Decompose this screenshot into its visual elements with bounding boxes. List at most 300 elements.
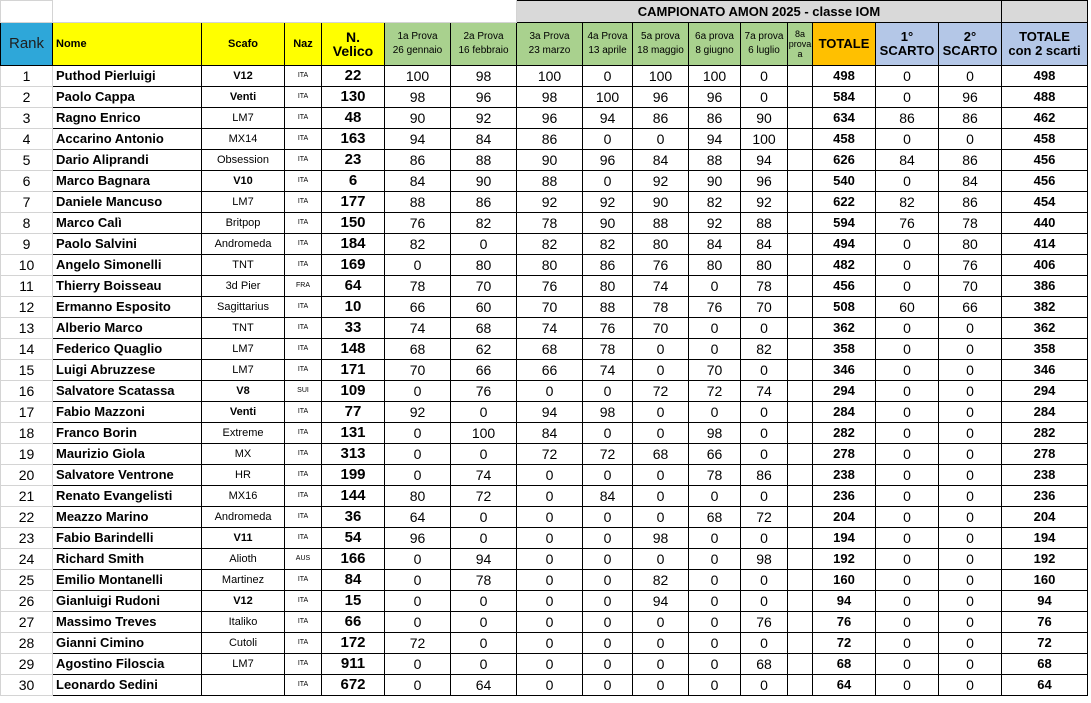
- velico-cell[interactable]: 172: [322, 633, 385, 654]
- race-7-score-cell[interactable]: 88: [741, 213, 788, 234]
- race-1-score-cell[interactable]: 80: [385, 486, 451, 507]
- race-2-score-cell[interactable]: 82: [451, 213, 517, 234]
- race-1-score-cell[interactable]: 0: [385, 465, 451, 486]
- velico-cell[interactable]: 84: [322, 570, 385, 591]
- scarto-1-cell[interactable]: 0: [876, 444, 939, 465]
- name-cell[interactable]: Ermanno Esposito: [53, 297, 202, 318]
- race-8-score-cell[interactable]: [788, 675, 813, 696]
- velico-cell[interactable]: 66: [322, 612, 385, 633]
- race-3-score-cell[interactable]: 86: [517, 129, 583, 150]
- velico-cell[interactable]: 36: [322, 507, 385, 528]
- race-1-score-cell[interactable]: 84: [385, 171, 451, 192]
- race-4-score-cell[interactable]: 0: [583, 675, 633, 696]
- totale-cell[interactable]: 622: [813, 192, 876, 213]
- race-7-score-cell[interactable]: 0: [741, 360, 788, 381]
- name-cell[interactable]: Maurizio Giola: [53, 444, 202, 465]
- rank-cell[interactable]: 14: [1, 339, 53, 360]
- race-2-score-cell[interactable]: 0: [451, 402, 517, 423]
- race-6-score-cell[interactable]: 86: [689, 108, 741, 129]
- race-8-score-cell[interactable]: [788, 234, 813, 255]
- naz-cell[interactable]: ITA: [285, 234, 322, 255]
- race-8-score-cell[interactable]: [788, 192, 813, 213]
- naz-cell[interactable]: ITA: [285, 192, 322, 213]
- race-6-score-cell[interactable]: 0: [689, 486, 741, 507]
- rank-cell[interactable]: 15: [1, 360, 53, 381]
- race-3-score-cell[interactable]: 0: [517, 549, 583, 570]
- race-1-score-cell[interactable]: 88: [385, 192, 451, 213]
- naz-cell[interactable]: ITA: [285, 402, 322, 423]
- race-4-score-cell[interactable]: 0: [583, 549, 633, 570]
- race-2-score-cell[interactable]: 96: [451, 87, 517, 108]
- race-2-score-cell[interactable]: 68: [451, 318, 517, 339]
- name-cell[interactable]: Meazzo Marino: [53, 507, 202, 528]
- header-nome[interactable]: Nome: [53, 23, 202, 66]
- race-6-score-cell[interactable]: 92: [689, 213, 741, 234]
- name-cell[interactable]: Thierry Boisseau: [53, 276, 202, 297]
- final-total-cell[interactable]: 456: [1002, 150, 1088, 171]
- race-6-score-cell[interactable]: 72: [689, 381, 741, 402]
- race-4-score-cell[interactable]: 0: [583, 633, 633, 654]
- race-2-score-cell[interactable]: 80: [451, 255, 517, 276]
- rank-cell[interactable]: 22: [1, 507, 53, 528]
- scafo-cell[interactable]: Obsession: [202, 150, 285, 171]
- race-8-score-cell[interactable]: [788, 150, 813, 171]
- race-4-score-cell[interactable]: 74: [583, 360, 633, 381]
- naz-cell[interactable]: AUS: [285, 549, 322, 570]
- rank-cell[interactable]: 21: [1, 486, 53, 507]
- name-cell[interactable]: Fabio Barindelli: [53, 528, 202, 549]
- race-3-score-cell[interactable]: 96: [517, 108, 583, 129]
- final-total-cell[interactable]: 64: [1002, 675, 1088, 696]
- race-1-score-cell[interactable]: 82: [385, 234, 451, 255]
- scarto-1-cell[interactable]: 0: [876, 465, 939, 486]
- scafo-cell[interactable]: Alioth: [202, 549, 285, 570]
- totale-cell[interactable]: 634: [813, 108, 876, 129]
- velico-cell[interactable]: 130: [322, 87, 385, 108]
- totale-cell[interactable]: 64: [813, 675, 876, 696]
- race-3-score-cell[interactable]: 0: [517, 507, 583, 528]
- race-5-score-cell[interactable]: 92: [633, 171, 689, 192]
- race-5-score-cell[interactable]: 0: [633, 339, 689, 360]
- scarto-2-cell[interactable]: 86: [939, 150, 1002, 171]
- race-1-score-cell[interactable]: 96: [385, 528, 451, 549]
- name-cell[interactable]: Federico Quaglio: [53, 339, 202, 360]
- race-8-score-cell[interactable]: [788, 528, 813, 549]
- race-1-score-cell[interactable]: 0: [385, 423, 451, 444]
- final-total-cell[interactable]: 362: [1002, 318, 1088, 339]
- race-4-score-cell[interactable]: 80: [583, 276, 633, 297]
- race-2-score-cell[interactable]: 92: [451, 108, 517, 129]
- velico-cell[interactable]: 48: [322, 108, 385, 129]
- race-3-score-cell[interactable]: 92: [517, 192, 583, 213]
- race-8-score-cell[interactable]: [788, 507, 813, 528]
- race-1-score-cell[interactable]: 0: [385, 381, 451, 402]
- velico-cell[interactable]: 184: [322, 234, 385, 255]
- race-8-score-cell[interactable]: [788, 255, 813, 276]
- race-8-score-cell[interactable]: [788, 276, 813, 297]
- final-total-cell[interactable]: 488: [1002, 87, 1088, 108]
- scarto-1-cell[interactable]: 0: [876, 171, 939, 192]
- race-7-score-cell[interactable]: 0: [741, 486, 788, 507]
- naz-cell[interactable]: ITA: [285, 423, 322, 444]
- naz-cell[interactable]: ITA: [285, 297, 322, 318]
- race-3-score-cell[interactable]: 98: [517, 87, 583, 108]
- empty-cell[interactable]: [53, 1, 517, 23]
- rank-cell[interactable]: 10: [1, 255, 53, 276]
- race-1-score-cell[interactable]: 86: [385, 150, 451, 171]
- totale-cell[interactable]: 362: [813, 318, 876, 339]
- race-6-score-cell[interactable]: 82: [689, 192, 741, 213]
- velico-cell[interactable]: 150: [322, 213, 385, 234]
- rank-cell[interactable]: 2: [1, 87, 53, 108]
- race-3-score-cell[interactable]: 84: [517, 423, 583, 444]
- scarto-1-cell[interactable]: 0: [876, 129, 939, 150]
- naz-cell[interactable]: FRA: [285, 276, 322, 297]
- race-6-score-cell[interactable]: 66: [689, 444, 741, 465]
- final-total-cell[interactable]: 76: [1002, 612, 1088, 633]
- scafo-cell[interactable]: Martinez: [202, 570, 285, 591]
- race-8-score-cell[interactable]: [788, 444, 813, 465]
- race-6-score-cell[interactable]: 0: [689, 654, 741, 675]
- name-cell[interactable]: Marco Bagnara: [53, 171, 202, 192]
- rank-cell[interactable]: 23: [1, 528, 53, 549]
- final-total-cell[interactable]: 454: [1002, 192, 1088, 213]
- final-total-cell[interactable]: 238: [1002, 465, 1088, 486]
- race-7-score-cell[interactable]: 70: [741, 297, 788, 318]
- totale-cell[interactable]: 498: [813, 66, 876, 87]
- race-2-score-cell[interactable]: 0: [451, 633, 517, 654]
- scarto-2-cell[interactable]: 96: [939, 87, 1002, 108]
- totale-cell[interactable]: 160: [813, 570, 876, 591]
- race-7-score-cell[interactable]: 68: [741, 654, 788, 675]
- race-3-score-cell[interactable]: 68: [517, 339, 583, 360]
- final-total-cell[interactable]: 498: [1002, 66, 1088, 87]
- scarto-2-cell[interactable]: 80: [939, 234, 1002, 255]
- velico-cell[interactable]: 33: [322, 318, 385, 339]
- totale-cell[interactable]: 358: [813, 339, 876, 360]
- race-3-score-cell[interactable]: 94: [517, 402, 583, 423]
- scarto-1-cell[interactable]: 0: [876, 654, 939, 675]
- race-7-score-cell[interactable]: 0: [741, 423, 788, 444]
- scafo-cell[interactable]: V10: [202, 171, 285, 192]
- race-4-score-cell[interactable]: 72: [583, 444, 633, 465]
- race-7-score-cell[interactable]: 0: [741, 444, 788, 465]
- scarto-1-cell[interactable]: 0: [876, 66, 939, 87]
- race-8-score-cell[interactable]: [788, 591, 813, 612]
- race-8-score-cell[interactable]: [788, 129, 813, 150]
- race-7-score-cell[interactable]: 86: [741, 465, 788, 486]
- race-7-score-cell[interactable]: 94: [741, 150, 788, 171]
- naz-cell[interactable]: ITA: [285, 66, 322, 87]
- velico-cell[interactable]: 144: [322, 486, 385, 507]
- race-5-score-cell[interactable]: 98: [633, 528, 689, 549]
- race-3-score-cell[interactable]: 0: [517, 465, 583, 486]
- velico-cell[interactable]: 911: [322, 654, 385, 675]
- header-scarto-2[interactable]: [939, 23, 1002, 66]
- totale-cell[interactable]: 194: [813, 528, 876, 549]
- scarto-1-cell[interactable]: 0: [876, 255, 939, 276]
- race-8-score-cell[interactable]: [788, 465, 813, 486]
- race-3-score-cell[interactable]: 66: [517, 360, 583, 381]
- race-1-score-cell[interactable]: 0: [385, 654, 451, 675]
- race-2-score-cell[interactable]: 84: [451, 129, 517, 150]
- scafo-cell[interactable]: TNT: [202, 318, 285, 339]
- rank-cell[interactable]: 29: [1, 654, 53, 675]
- race-7-score-cell[interactable]: 0: [741, 318, 788, 339]
- race-4-score-cell[interactable]: 92: [583, 192, 633, 213]
- rank-cell[interactable]: 30: [1, 675, 53, 696]
- race-7-score-cell[interactable]: 98: [741, 549, 788, 570]
- race-8-score-cell[interactable]: [788, 612, 813, 633]
- naz-cell[interactable]: ITA: [285, 87, 322, 108]
- race-5-score-cell[interactable]: 0: [633, 486, 689, 507]
- race-4-score-cell[interactable]: 0: [583, 171, 633, 192]
- race-8-score-cell[interactable]: [788, 360, 813, 381]
- rank-cell[interactable]: 8: [1, 213, 53, 234]
- race-6-score-cell[interactable]: 90: [689, 171, 741, 192]
- race-3-score-cell[interactable]: 70: [517, 297, 583, 318]
- scarto-2-cell[interactable]: 0: [939, 423, 1002, 444]
- race-2-score-cell[interactable]: 98: [451, 66, 517, 87]
- race-6-score-cell[interactable]: 98: [689, 423, 741, 444]
- race-1-score-cell[interactable]: 98: [385, 87, 451, 108]
- scarto-1-cell[interactable]: 0: [876, 423, 939, 444]
- race-1-score-cell[interactable]: 0: [385, 570, 451, 591]
- scarto-1-cell[interactable]: 0: [876, 276, 939, 297]
- scarto-2-cell[interactable]: 0: [939, 360, 1002, 381]
- name-cell[interactable]: Marco Calì: [53, 213, 202, 234]
- race-5-score-cell[interactable]: 90: [633, 192, 689, 213]
- naz-cell[interactable]: ITA: [285, 675, 322, 696]
- race-6-score-cell[interactable]: 0: [689, 633, 741, 654]
- race-2-score-cell[interactable]: 90: [451, 171, 517, 192]
- scarto-2-cell[interactable]: 0: [939, 675, 1002, 696]
- race-5-score-cell[interactable]: 0: [633, 633, 689, 654]
- scarto-1-cell[interactable]: 0: [876, 612, 939, 633]
- race-3-score-cell[interactable]: 0: [517, 612, 583, 633]
- final-total-cell[interactable]: 358: [1002, 339, 1088, 360]
- race-2-score-cell[interactable]: 100: [451, 423, 517, 444]
- race-4-score-cell[interactable]: 96: [583, 150, 633, 171]
- totale-cell[interactable]: 294: [813, 381, 876, 402]
- scafo-cell[interactable]: HR: [202, 465, 285, 486]
- scarto-2-cell[interactable]: 0: [939, 654, 1002, 675]
- final-total-cell[interactable]: 278: [1002, 444, 1088, 465]
- scarto-1-cell[interactable]: 86: [876, 108, 939, 129]
- race-7-score-cell[interactable]: 90: [741, 108, 788, 129]
- rank-cell[interactable]: 24: [1, 549, 53, 570]
- final-total-cell[interactable]: 458: [1002, 129, 1088, 150]
- race-2-score-cell[interactable]: 76: [451, 381, 517, 402]
- header-race-2[interactable]: [451, 23, 517, 66]
- race-5-score-cell[interactable]: 68: [633, 444, 689, 465]
- header-velico[interactable]: [322, 23, 385, 66]
- race-1-score-cell[interactable]: 0: [385, 255, 451, 276]
- final-total-cell[interactable]: 414: [1002, 234, 1088, 255]
- scarto-1-cell[interactable]: 0: [876, 234, 939, 255]
- header-race-1[interactable]: [385, 23, 451, 66]
- race-4-score-cell[interactable]: 0: [583, 570, 633, 591]
- totale-cell[interactable]: 76: [813, 612, 876, 633]
- scarto-1-cell[interactable]: 0: [876, 675, 939, 696]
- velico-cell[interactable]: 109: [322, 381, 385, 402]
- name-cell[interactable]: Daniele Mancuso: [53, 192, 202, 213]
- race-2-score-cell[interactable]: 88: [451, 150, 517, 171]
- race-1-score-cell[interactable]: 74: [385, 318, 451, 339]
- name-cell[interactable]: Gianni Cimino: [53, 633, 202, 654]
- race-5-score-cell[interactable]: 0: [633, 465, 689, 486]
- race-5-score-cell[interactable]: 0: [633, 507, 689, 528]
- race-1-score-cell[interactable]: 0: [385, 444, 451, 465]
- race-3-score-cell[interactable]: 0: [517, 381, 583, 402]
- scafo-cell[interactable]: TNT: [202, 255, 285, 276]
- race-1-score-cell[interactable]: 66: [385, 297, 451, 318]
- race-6-score-cell[interactable]: 76: [689, 297, 741, 318]
- scarto-1-cell[interactable]: 0: [876, 507, 939, 528]
- scarto-1-cell[interactable]: 0: [876, 87, 939, 108]
- velico-cell[interactable]: 64: [322, 276, 385, 297]
- race-4-score-cell[interactable]: 100: [583, 87, 633, 108]
- race-6-score-cell[interactable]: 0: [689, 570, 741, 591]
- naz-cell[interactable]: ITA: [285, 213, 322, 234]
- header-naz[interactable]: Naz: [285, 23, 322, 66]
- race-6-score-cell[interactable]: 0: [689, 675, 741, 696]
- scarto-1-cell[interactable]: 76: [876, 213, 939, 234]
- race-1-score-cell[interactable]: 0: [385, 549, 451, 570]
- scarto-1-cell[interactable]: 60: [876, 297, 939, 318]
- velico-cell[interactable]: 313: [322, 444, 385, 465]
- velico-cell[interactable]: 672: [322, 675, 385, 696]
- rank-cell[interactable]: 6: [1, 171, 53, 192]
- race-8-score-cell[interactable]: [788, 423, 813, 444]
- race-6-score-cell[interactable]: 78: [689, 465, 741, 486]
- race-8-score-cell[interactable]: [788, 87, 813, 108]
- rank-cell[interactable]: 12: [1, 297, 53, 318]
- totale-cell[interactable]: 192: [813, 549, 876, 570]
- race-8-score-cell[interactable]: [788, 486, 813, 507]
- race-1-score-cell[interactable]: 90: [385, 108, 451, 129]
- name-cell[interactable]: Gianluigi Rudoni: [53, 591, 202, 612]
- totale-cell[interactable]: 284: [813, 402, 876, 423]
- race-2-score-cell[interactable]: 94: [451, 549, 517, 570]
- naz-cell[interactable]: ITA: [285, 255, 322, 276]
- scafo-cell[interactable]: Andromeda: [202, 507, 285, 528]
- scarto-1-cell[interactable]: 0: [876, 486, 939, 507]
- rank-cell[interactable]: 11: [1, 276, 53, 297]
- race-5-score-cell[interactable]: 86: [633, 108, 689, 129]
- race-8-score-cell[interactable]: [788, 213, 813, 234]
- scafo-cell[interactable]: LM7: [202, 360, 285, 381]
- race-1-score-cell[interactable]: 0: [385, 591, 451, 612]
- race-3-score-cell[interactable]: 82: [517, 234, 583, 255]
- final-total-cell[interactable]: 282: [1002, 423, 1088, 444]
- race-2-score-cell[interactable]: 0: [451, 612, 517, 633]
- race-6-score-cell[interactable]: 0: [689, 612, 741, 633]
- race-4-score-cell[interactable]: 98: [583, 402, 633, 423]
- scarto-1-cell[interactable]: 0: [876, 360, 939, 381]
- race-7-score-cell[interactable]: 80: [741, 255, 788, 276]
- race-3-score-cell[interactable]: 0: [517, 528, 583, 549]
- scarto-2-cell[interactable]: 0: [939, 591, 1002, 612]
- velico-cell[interactable]: 148: [322, 339, 385, 360]
- scafo-cell[interactable]: Andromeda: [202, 234, 285, 255]
- race-5-score-cell[interactable]: 0: [633, 423, 689, 444]
- velico-cell[interactable]: 10: [322, 297, 385, 318]
- race-1-score-cell[interactable]: 0: [385, 675, 451, 696]
- name-cell[interactable]: Ragno Enrico: [53, 108, 202, 129]
- race-5-score-cell[interactable]: 80: [633, 234, 689, 255]
- naz-cell[interactable]: ITA: [285, 570, 322, 591]
- race-7-score-cell[interactable]: 0: [741, 66, 788, 87]
- title-end-cell[interactable]: [1002, 1, 1088, 23]
- race-3-score-cell[interactable]: 78: [517, 213, 583, 234]
- name-cell[interactable]: Angelo Simonelli: [53, 255, 202, 276]
- rank-cell[interactable]: 4: [1, 129, 53, 150]
- race-5-score-cell[interactable]: 88: [633, 213, 689, 234]
- race-5-score-cell[interactable]: 100: [633, 66, 689, 87]
- velico-cell[interactable]: 15: [322, 591, 385, 612]
- naz-cell[interactable]: ITA: [285, 444, 322, 465]
- scarto-2-cell[interactable]: 0: [939, 402, 1002, 423]
- name-cell[interactable]: Paolo Cappa: [53, 87, 202, 108]
- naz-cell[interactable]: ITA: [285, 528, 322, 549]
- final-total-cell[interactable]: 440: [1002, 213, 1088, 234]
- race-2-score-cell[interactable]: 66: [451, 360, 517, 381]
- header-scarto-1[interactable]: [876, 23, 939, 66]
- totale-cell[interactable]: 626: [813, 150, 876, 171]
- scarto-1-cell[interactable]: 82: [876, 192, 939, 213]
- name-cell[interactable]: Luigi Abruzzese: [53, 360, 202, 381]
- race-2-score-cell[interactable]: 0: [451, 444, 517, 465]
- velico-cell[interactable]: 6: [322, 171, 385, 192]
- race-5-score-cell[interactable]: 0: [633, 549, 689, 570]
- scarto-2-cell[interactable]: 86: [939, 192, 1002, 213]
- scafo-cell[interactable]: V11: [202, 528, 285, 549]
- race-2-score-cell[interactable]: 0: [451, 591, 517, 612]
- scarto-2-cell[interactable]: 0: [939, 444, 1002, 465]
- scarto-2-cell[interactable]: 66: [939, 297, 1002, 318]
- header-race-5[interactable]: [633, 23, 689, 66]
- scafo-cell[interactable]: Cutoli: [202, 633, 285, 654]
- race-5-score-cell[interactable]: 84: [633, 150, 689, 171]
- name-cell[interactable]: Fabio Mazzoni: [53, 402, 202, 423]
- race-8-score-cell[interactable]: [788, 381, 813, 402]
- race-4-score-cell[interactable]: 0: [583, 507, 633, 528]
- race-7-score-cell[interactable]: 0: [741, 402, 788, 423]
- naz-cell[interactable]: ITA: [285, 339, 322, 360]
- race-3-score-cell[interactable]: 0: [517, 675, 583, 696]
- race-5-score-cell[interactable]: 0: [633, 129, 689, 150]
- final-total-cell[interactable]: 406: [1002, 255, 1088, 276]
- race-8-score-cell[interactable]: [788, 318, 813, 339]
- race-2-score-cell[interactable]: 72: [451, 486, 517, 507]
- scafo-cell[interactable]: Italiko: [202, 612, 285, 633]
- scafo-cell[interactable]: Britpop: [202, 213, 285, 234]
- race-4-score-cell[interactable]: 88: [583, 297, 633, 318]
- race-1-score-cell[interactable]: 0: [385, 612, 451, 633]
- velico-cell[interactable]: 169: [322, 255, 385, 276]
- race-3-score-cell[interactable]: 72: [517, 444, 583, 465]
- totale-cell[interactable]: 540: [813, 171, 876, 192]
- race-4-score-cell[interactable]: 0: [583, 612, 633, 633]
- final-total-cell[interactable]: 94: [1002, 591, 1088, 612]
- race-1-score-cell[interactable]: 64: [385, 507, 451, 528]
- race-6-score-cell[interactable]: 70: [689, 360, 741, 381]
- scarto-2-cell[interactable]: 0: [939, 528, 1002, 549]
- scarto-2-cell[interactable]: 0: [939, 465, 1002, 486]
- scarto-1-cell[interactable]: 0: [876, 528, 939, 549]
- name-cell[interactable]: Agostino Filoscia: [53, 654, 202, 675]
